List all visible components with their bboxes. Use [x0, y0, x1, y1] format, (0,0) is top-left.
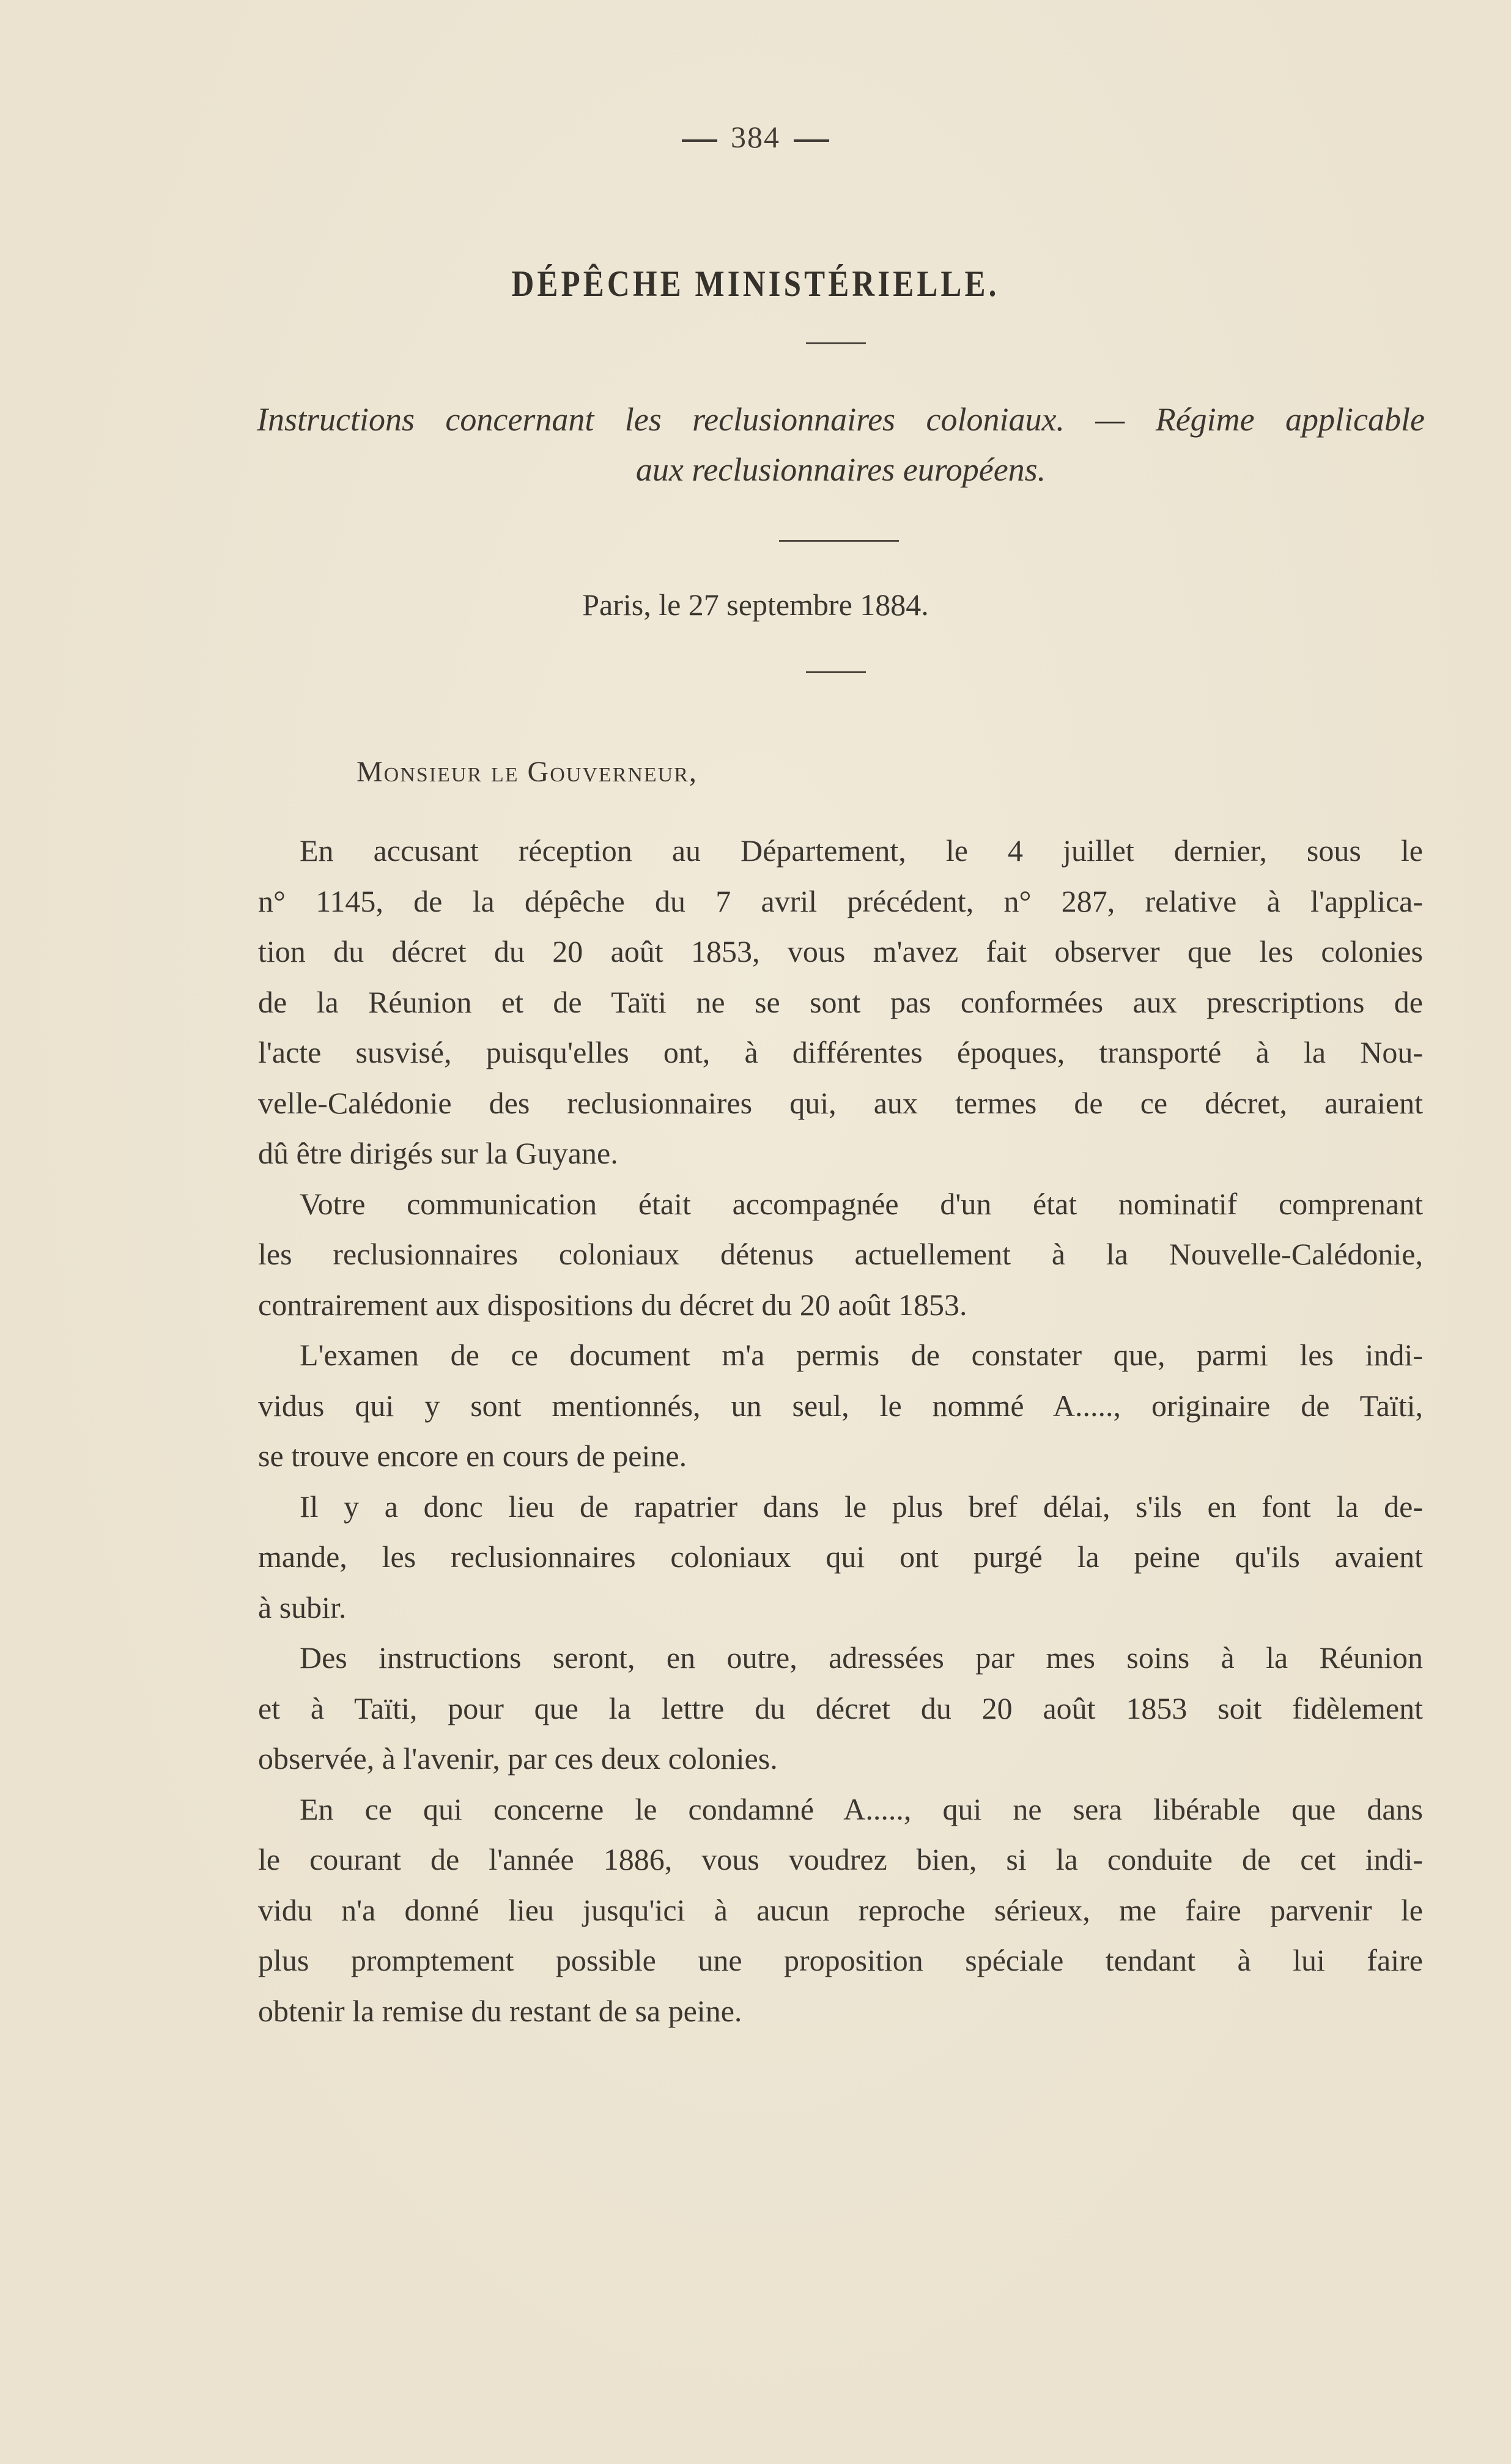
- text-line: tion du décret du 20 août 1853, vous m'avez fait observer que les colonies: [258, 934, 1423, 968]
- text-line: Il y a donc lieu de rapatrier dans le plus bref délai, s'ils en font la de-: [300, 1489, 1423, 1524]
- page-number: [0, 119, 1511, 155]
- letter-body: [258, 825, 1423, 2036]
- dateline-rule: [806, 671, 866, 673]
- text-line: à subir.: [258, 1590, 347, 1625]
- paragraph: [258, 825, 1423, 1179]
- text-line: l'acte susvisé, puisqu'elles ont, à différentes époques, transporté à la Nou-: [258, 1035, 1423, 1069]
- text-line: obtenir la remise du restant de sa peine.: [258, 1993, 742, 2028]
- paragraph: [258, 1632, 1423, 1784]
- text-line: velle-Calédonie des reclusionnaires qui, aux termes de ce décret, auraient: [258, 1085, 1423, 1120]
- text-line: vidu n'a donné lieu jusqu'ici à aucun reproche sérieux, me faire parvenir le: [258, 1892, 1423, 1927]
- text-line: contrairement aux dispositions du décret du 20 août 1853.: [258, 1287, 967, 1322]
- text-line: de la Réunion et de Taïti ne se sont pas conformées aux prescriptions de: [258, 984, 1423, 1019]
- document-subtitle: [257, 394, 1425, 495]
- text-line: En ce qui concerne le condamné A....., qui ne sera libérable que dans: [300, 1791, 1423, 1826]
- salutation: Monsieur le Gouverneur,: [357, 756, 698, 788]
- text-line: dû être dirigés sur la Guyane.: [258, 1136, 618, 1170]
- text-line: mande, les reclusionnaires coloniaux qui ont purgé la peine qu'ils avaient: [258, 1540, 1423, 1574]
- page-number-dash-left: [682, 139, 717, 142]
- dateline: Paris, le 27 septembre 1884.: [582, 588, 929, 622]
- paragraph: [258, 1481, 1423, 1633]
- text-line: Votre communication était accompagnée d'un état nominatif comprenant: [300, 1186, 1423, 1221]
- subtitle-line-1: Instructions concernant les reclusionnaires coloniaux. — Régime applicable: [257, 401, 1425, 438]
- subtitle-rule: [779, 540, 899, 542]
- paragraph: [258, 1784, 1423, 2037]
- title-rule: [806, 342, 866, 344]
- text-line: n° 1145, de la dépêche du 7 avril précédent, n° 287, relative à l'applica-: [258, 883, 1423, 918]
- document-title: DÉPÊCHE MINISTÉRIELLE.: [511, 264, 1000, 304]
- subtitle-line-2: aux reclusionnaires européens.: [635, 451, 1046, 488]
- text-line: les reclusionnaires coloniaux détenus actuellement à la Nouvelle-Calédonie,: [258, 1237, 1423, 1271]
- text-line: En accusant réception au Département, le 4 juillet dernier, sous le: [300, 833, 1423, 868]
- text-line: observée, à l'avenir, par ces deux colonies.: [258, 1741, 778, 1776]
- text-line: Des instructions seront, en outre, adressées par mes soins à la Réunion: [300, 1640, 1423, 1675]
- paragraph: [258, 1179, 1423, 1330]
- text-line: se trouve encore en cours de peine.: [258, 1439, 687, 1473]
- text-line: vidus qui y sont mentionnés, un seul, le nommé A....., originaire de Taïti,: [258, 1388, 1423, 1423]
- paragraph: [258, 1330, 1423, 1481]
- text-line: le courant de l'année 1886, vous voudrez bien, si la conduite de cet indi-: [258, 1842, 1423, 1876]
- text-line: plus promptement possible une proposition spéciale tendant à lui faire: [258, 1943, 1423, 1977]
- page-number-value: 384: [731, 120, 780, 154]
- text-line: et à Taïti, pour que la lettre du décret du 20 août 1853 soit fidèlement: [258, 1691, 1423, 1725]
- text-line: L'examen de ce document m'a permis de constater que, parmi les indi-: [300, 1338, 1423, 1372]
- page-number-dash-right: [794, 139, 829, 142]
